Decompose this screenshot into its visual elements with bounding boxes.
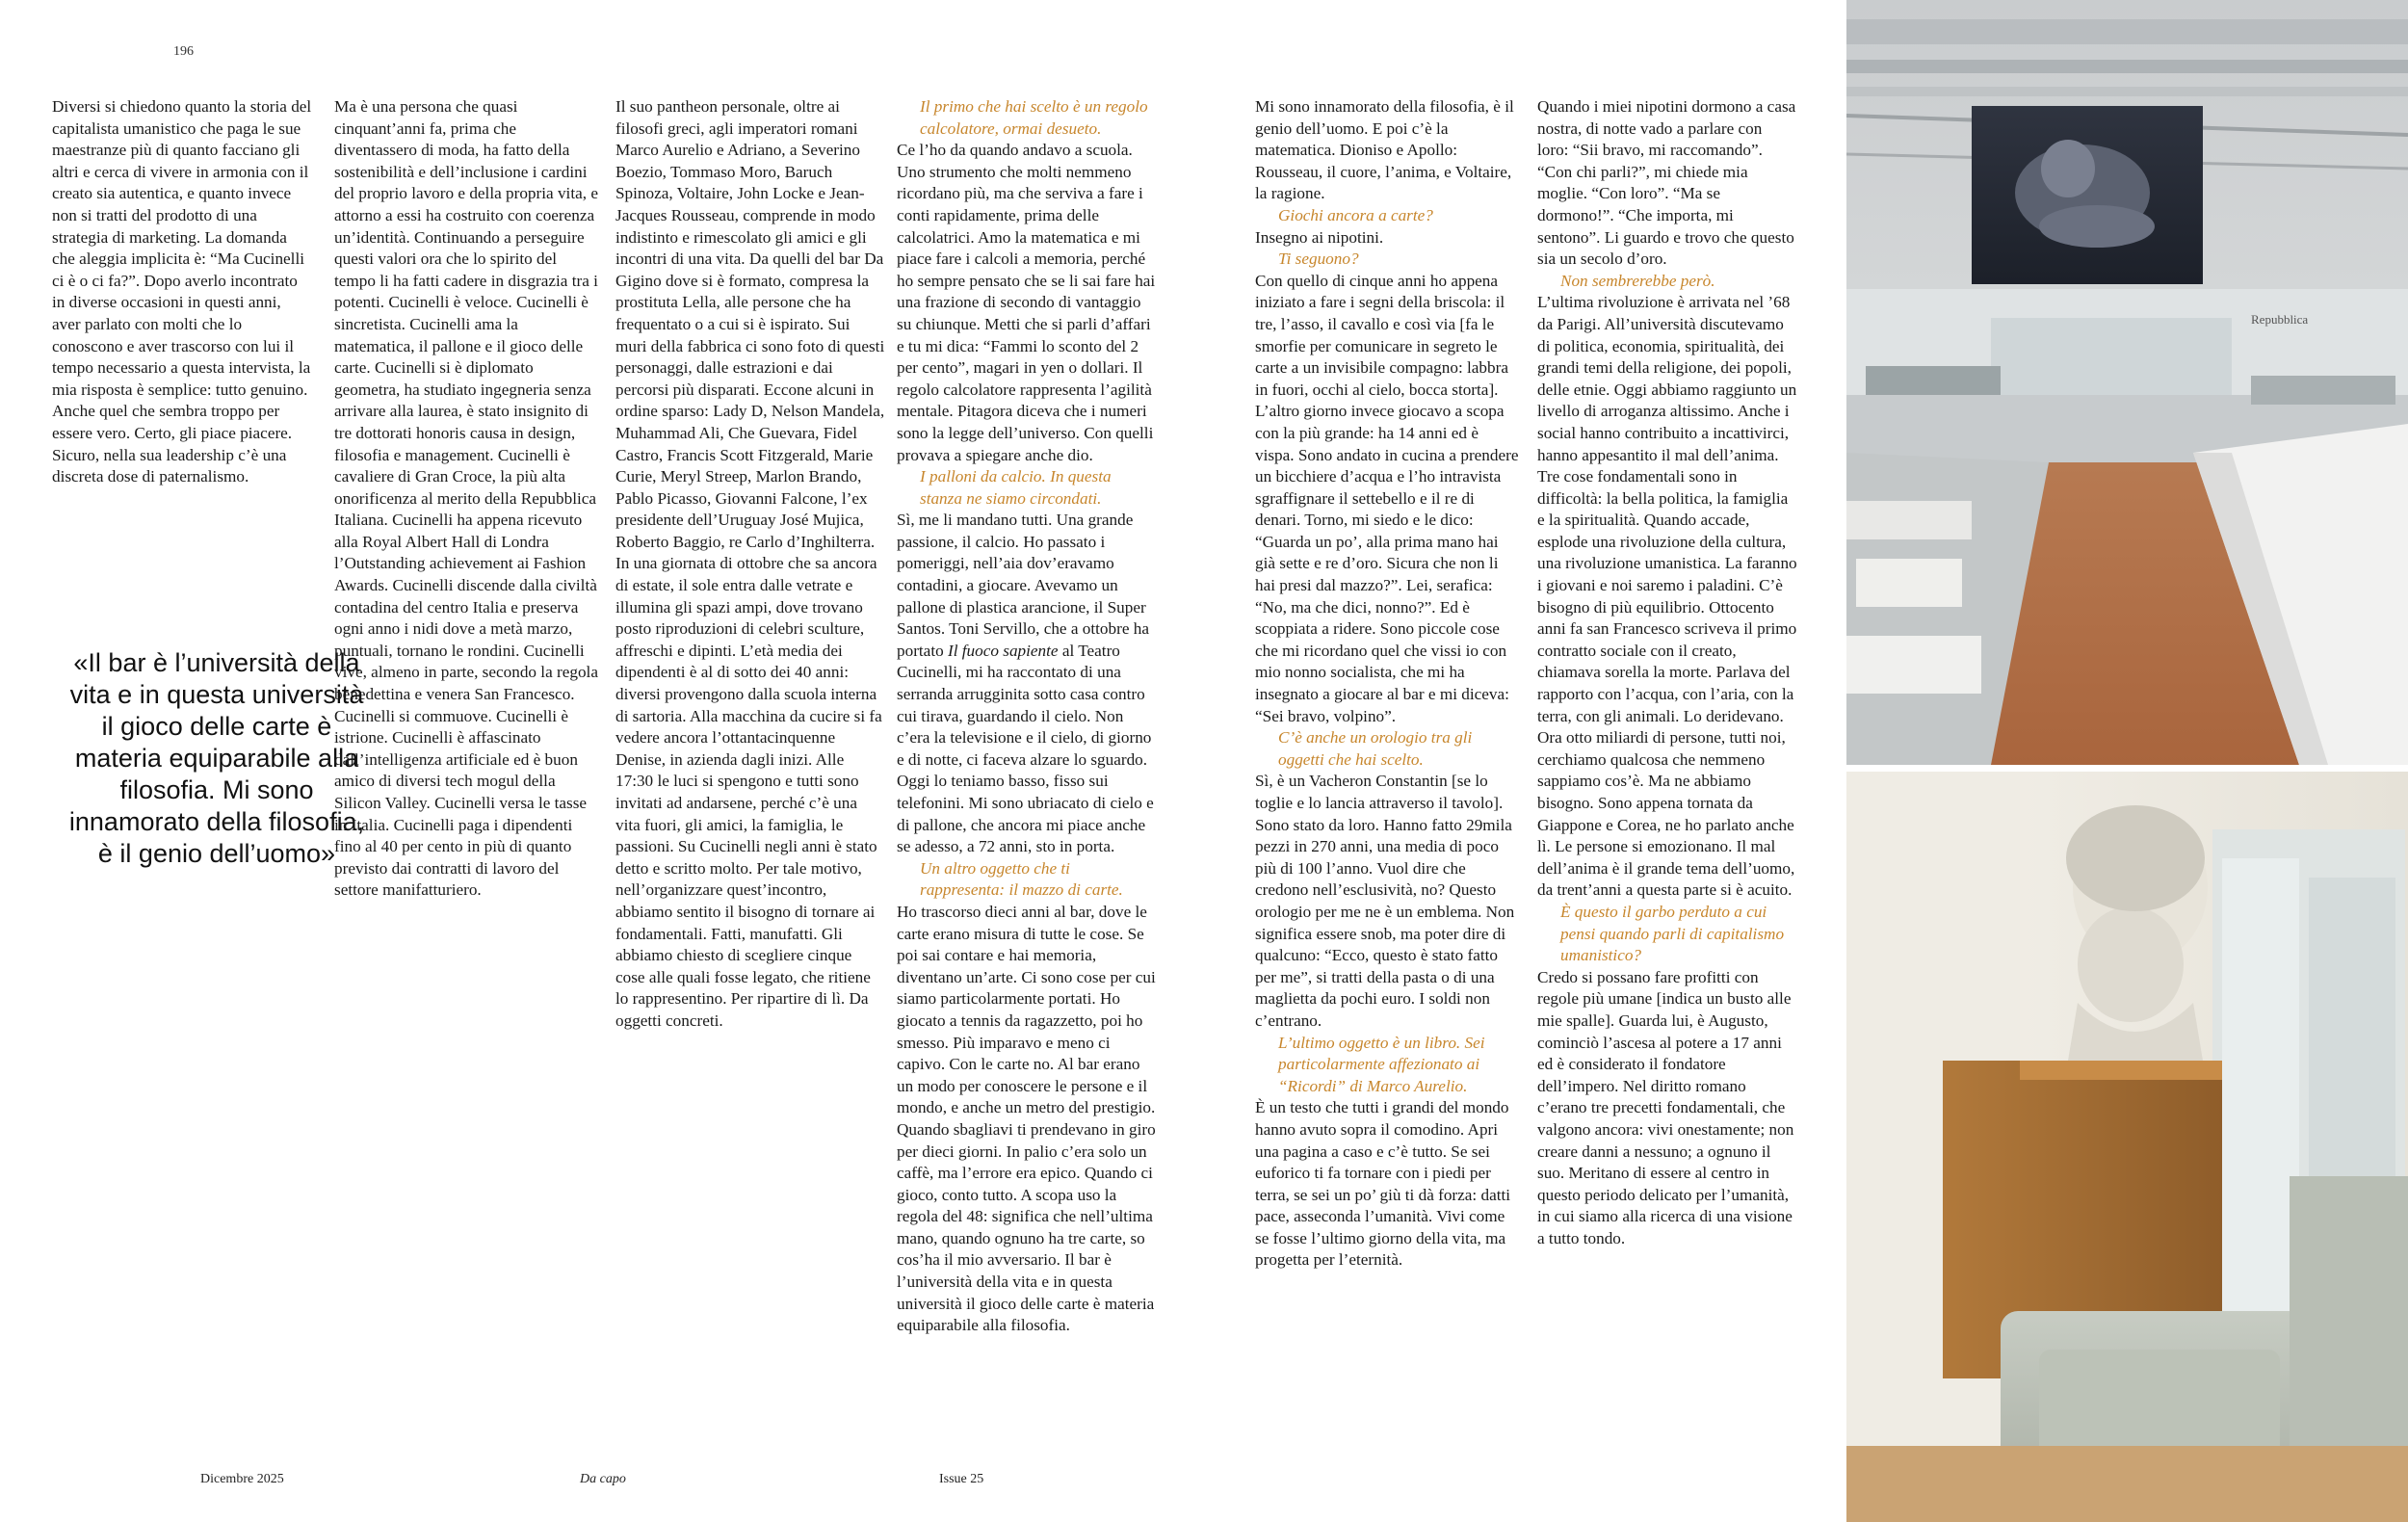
interview-answer: L’ultima rivoluzione è arrivata nel ’68 da Parigi. All’università discutevamo di politica, economia, spiritualità, dei grandi temi della religione, dei popoli, delle etnie. Oggi abbiamo raggiunto un livello di arroganza altissimo. Anche i social hanno contribuito a incattivirci, hanno appesantito il mal dell’anima. Tre cose fondamentali sono in difficoltà: la bella politica, la famiglia e la spiritualità. Quando accade, esplode una rivoluzione della cultura, una rivoluzione umanistica. La faranno i giovani e noi saremo i paladini. C’è bisogno di più equilibrio. Ottocento anni fa san Francesco scriveva il primo contratto sociale con il creato, chiamava sorella la morte. Parlava del rapporto con l’acqua, con l’aria, con la terra, con gli animali. Lo deridevano. Ora otto miliardi di persone, tutti noi, cerchiamo qualcosa che nemmeno sappiamo cos’è. Ma ne abbiamo bisogno. Sono appena tornata da Giappone e Corea, ne ho parlato anche lì. Le persone si emozionano. Il mal dell’anima è il grande tema dell’uomo, da trent’anni a questa parte si è acuito. xyxy=(1537,293,1797,900)
interview-question: I palloni da calcio. In questa stanza ne siamo circondati. xyxy=(920,467,1112,508)
interview-question: Non sembrerebbe però. xyxy=(1560,271,1715,290)
text-column-3 xyxy=(615,96,885,1033)
interview-answer: Mi sono innamorato della filosofia, è il genio dell’uomo. E poi c’è la matematica. Dioniso e Apollo: Rousseau, il cuore, l’anima, e Voltaire, la ragione. xyxy=(1255,97,1514,203)
interview-answer: Credo si possano fare profitti con regole più umane [indica un busto alle mie spalle]. Guarda lui, è Augusto, cominciò l’ascesa al potere a 17 anni ed è considerato il fondatore dell’impero. Nel diritto romano c’erano tre precetti fondamentali, che valgono ancora: vivi onestamente; non creare danni a nessuno; a ognuno il suo. Meritano di essere al centro in questo periodo delicato per l’umanità, in cui siamo alla ricerca di una visione a tutto tondo. xyxy=(1537,967,1794,1247)
office-bust-photo xyxy=(1846,772,2408,1522)
interview-question: L’ultimo oggetto è un libro. Sei particolarmente affezionato ai “Ricordi” di Marco Aurelio. xyxy=(1278,1033,1485,1095)
text-column-6 xyxy=(1537,96,1797,1249)
interview-answer: È un testo che tutti i grandi del mondo hanno avuto sopra il comodino. Apri una pagina a caso e c’è tutto. Se sei euforico ti fa tornare con i piedi per terra, se sei un po’ giù ti dà forza: datti pace, asseconda l’umanità. Vivi come se fosse l’ultimo giorno della vita, ma progetta per l’eternità. xyxy=(1255,1098,1511,1270)
answer-text: Sì, me li mandano tutti. Una grande passione, il calcio. Ho passato i pomeriggi, nell’aia dov’eravamo contadini, a giocare. Avevamo un pallone di plastica arancione, il Super Santos. Toni Servillo, che a ottobre ha portato xyxy=(897,511,1149,660)
pull-quote: «Il bar è l’università della vita e in questa università il gioco delle carte è materia equiparabile alla filosofia. Mi sono innamorato della filosofia, è il genio dell’uomo» xyxy=(68,648,365,868)
wall-banner-text: Repubblica xyxy=(2251,312,2309,327)
answer-text: al Teatro Cucinelli, mi ha raccontato di una serranda arrugginita sotto casa contro cui tirava, guardando il cielo. Non c’era la televisione e il cielo, di giorno e di notte, ci faceva alzare lo sguardo. Oggi lo teniamo basso, fisso sui telefonini. Mi sono ubriacato di cielo e di pallone, che ancora mi piace anche se adesso, a 72 anni, sto in porta. xyxy=(897,641,1154,856)
interview-answer: Con quello di cinque anni ho appena iniziato a fare i segni della briscola: il tre, l’asso, il cavallo e così via [fa le smorfie per comunicare in segreto le carte a un invisibile compagno: labbra in fuori, occhi al cielo, bocca storta]. L’altro giorno invece giocavo a scopa con la più grande: ha 14 anni ed è vispa. Sono andato in cucina a prendere un bicchiere d’acqua e l’ho intravista sgraffignare il settebello e il re di denari. Torno, mi siedo e le dico: “Guarda un po’, alla prima mano hai già sette e re d’oro. Sicura che non li hai presi dal mazzo?”. Lei, serafica: “No, ma che dici, nonno?”. Ed è scoppiata a ridere. Sono piccole cose che mi ricordano quel che vissi io con mio nonno socialista, che mi ha insegnato a giocare al bar e mi diceva: “Sei bravo, volpino”. xyxy=(1255,271,1519,725)
show-title: Il fuoco sapiente xyxy=(947,641,1059,660)
factory-interior-illustration xyxy=(1846,0,2408,765)
paragraph: Il suo pantheon personale, oltre ai filosofi greci, agli imperatori romani Marco Aurelio e Adriano, a Severino Boezio, Tommaso Moro, Baruch Spinoza, Voltaire, John Locke e Jean-Jacques Rousseau, comprende in modo indistinto e rimescolato gli amici e gli incontri di una vita. Da quelli del bar Da Gigino dove si è formato, compresa la prostituta Lella, alle persone che ha frequentato o a cui si è ispirato. Sui muri della fabbrica ci sono foto di questi personaggi, dalle estrazioni e dai percorsi più disparati. Eccone alcuni in ordine sparso: Lady D, Nelson Mandela, Muhammad Ali, Che Guevara, Fidel Castro, Francis Scott Fitzgerald, Marie Curie, Meryl Streep, Marlon Brando, Pablo Picasso, Giovanni Falcone, l’ex presidente dell’Uruguay José Mujica, Roberto Baggio, re Carlo d’Inghilterra. In una giornata di ottobre che sa ancora di estate, il sole entra dalle vetrate e illumina gli spazi ampi, dove trovano posto riproduzioni di celebri sculture, affreschi e dipinti. L’età media dei dipendenti è al di sotto dei 40 anni: diversi provengono dalla scuola interna di sartoria. Alla macchina da cucire si fa vedere ancora l’ottantacinquenne Denise, in azienda dagli inizi. Alle 17:30 le luci si spengono e tutti sono invitati ad andarsene, perché c’è una vita fuori, gli amici, la famiglia, le passioni. Su Cucinelli negli anni è stato detto e scritto molto. Per tale motivo, nell’organizzare quest’incontro, abbiamo sentito il bisogno di tornare ai fondamentali. Fatti, manufatti. Gli abbiamo chiesto di scegliere cinque cose alle quali fosse legato, che ritiene lo rappresentino. Per ripartire di lì. Da oggetti concreti. xyxy=(615,97,885,1030)
office-bust-illustration xyxy=(1846,772,2408,1522)
paragraph: Diversi si chiedono quanto la storia del capitalista umanistico che paga le sue maestranze più di quanto facciano gli altri e cerca di vivere in armonia con il creato sia autentica, e quanto invece non si tratti del prodotto di una strategia di marketing. La domanda che aleggia implicita è: “Ma Cucinelli ci è o ci fa?”. Dopo averlo incontrato in diverse occasioni in questi anni, aver parlato con molti che lo conoscono e aver trascorso con lui il tempo necessario a questa intervista, la mia risposta è semplice: tutto genuino. Anche quel che sembra troppo per essere vero. Certo, gli piace piacere. Sicuro, nella sua leadership c’è una discreta dose di paternalismo. xyxy=(52,97,312,486)
footer-section: Da capo xyxy=(580,1472,626,1486)
page-number: 196 xyxy=(173,44,194,59)
interview-question: Giochi ancora a carte? xyxy=(1278,205,1433,224)
footer-issue: Issue 25 xyxy=(939,1472,984,1486)
factory-interior-photo xyxy=(1846,0,2408,765)
interview-answer: Ho trascorso dieci anni al bar, dove le carte erano misura di tutte le cose. Se poi sai contare e hai memoria, diventano un’arte. Ci sono cose per cui siamo particolarmente portati. Ho giocato a tennis da ragazzetto, poi ho smesso. Più imparavo e meno ci capivo. Con le carte no. Al bar erano un modo per conoscere le persone e il mondo, e anche un metro del prestigio. Quando sbagliavi ti prendevano in giro per dieci giorni. In palio c’era solo un caffè, ma l’errore era epico. Quando ci gioco, conto tutto. A scopa uso la regola del 48: significa che nell’ultima mano, quando ognuno ha tre carte, so cos’ha il mio avversario. Il bar è l’università della vita e in questa università il gioco delle carte è materia equiparabile alla filosofia. xyxy=(897,902,1156,1335)
interview-answer: Ce l’ho da quando andavo a scuola. Uno strumento che molti nemmeno ricordano più, ma che serviva a fare i conti rapidamente, prima delle calcolatrici. Amo la matematica e mi piace fare i calcoli a memoria, perché ho sempre pensato che se li sai fare hai una frazione di secondo di vantaggio su chiunque. Metti che si parli d’affari e tu mi dica: “Fammi lo sconto del 2 per cento”, magari in yen o dollari. Il regolo calcolatore rappresenta l’agilità mentale. Pitagora diceva che i numeri sono la legge dell’universo. Con quelli provava a spiegare anche dio. xyxy=(897,141,1156,464)
interview-answer: Insegno ai nipotini. xyxy=(1255,227,1384,247)
interview-answer: Sì, è un Vacheron Constantin [se lo toglie e lo lancia attraverso il tavolo]. Sono stato da loro. Hanno fatto 29mila pezzi in 270 anni, una media di poco più di 100 l’anno. Vuol dire che credono nell’esclusività, no? Questo orologio per me ne è un emblema. Non significa essere snob, ma poter dire di qualcuno: “Ecco, questo è stato fatto per me”, si tratti della pasta o di una maglietta da pochi euro. I soldi non c’entrano. xyxy=(1255,772,1515,1030)
interview-answer: Quando i miei nipotini dormono a casa nostra, di notte vado a parlare con loro: “Sii bravo, mi raccomando”. “Con chi parli?”, mi chiede mia moglie. “Con loro”. “Ma se dormono!”. “Che importa, mi sentono”. Li guardo e trovo che questo sia un secolo d’oro. xyxy=(1537,97,1796,269)
text-column-4 xyxy=(897,96,1157,1337)
interview-question: C’è anche un orologio tra gli oggetti che hai scelto. xyxy=(1278,728,1473,769)
interview-question: È questo il garbo perduto a cui pensi quando parli di capitalismo umanistico? xyxy=(1560,902,1785,965)
text-column-2 xyxy=(334,96,599,902)
interview-question: Il primo che hai scelto è un regolo calcolatore, ormai desueto. xyxy=(920,97,1148,138)
paragraph: Ma è una persona che quasi cinquant’anni fa, prima che diventassero di moda, ha fatto della sostenibilità e dell’inclusione i cardini del proprio lavoro e della propria vita, e attorno a essi ha costruito con coerenza un’identità. Continuando a perseguire questi valori ora che lo spirito del tempo li ha fatti cadere in disgrazia tra i potenti. Cucinelli è veloce. Cucinelli è sincretista. Cucinelli ama la matematica, il pallone e il gioco delle carte. Cucinelli si è diplomato geometra, ha studiato ingegneria senza arrivare alla laurea, è stato insignito di tre dottorati honoris causa in design, filosofia e management. Cucinelli è cavaliere di Gran Croce, la più alta onorificenza al merito della Repubblica Italiana. Cucinelli ha appena ricevuto alla Royal Albert Hall di Londra l’Outstanding achievement ai Fashion Awards. Cucinelli discende dalla civiltà contadina del centro Italia e preserva ogni anno i nidi dove a metà marzo, puntuali, tornano le rondini. Cucinelli vive, almeno in parte, secondo la regola benedettina e venera San Francesco. Cucinelli si commuove. Cucinelli è istrione. Cucinelli è affascinato dall’intelligenza artificiale ed è buon amico di diversi tech mogul della Silicon Valley. Cucinelli versa le tasse in Italia. Cucinelli paga i dipendenti fino al 40 per cento in più di quanto previsto dai contratti di lavoro del settore manifatturiero. xyxy=(334,97,598,900)
interview-answer xyxy=(897,510,1157,858)
text-column-5 xyxy=(1255,96,1520,1272)
interview-question: Un altro oggetto che ti rappresenta: il mazzo di carte. xyxy=(920,858,1123,900)
text-column-1 xyxy=(52,96,312,488)
footer-date: Dicembre 2025 xyxy=(200,1472,284,1486)
interview-question: Ti seguono? xyxy=(1278,249,1359,269)
